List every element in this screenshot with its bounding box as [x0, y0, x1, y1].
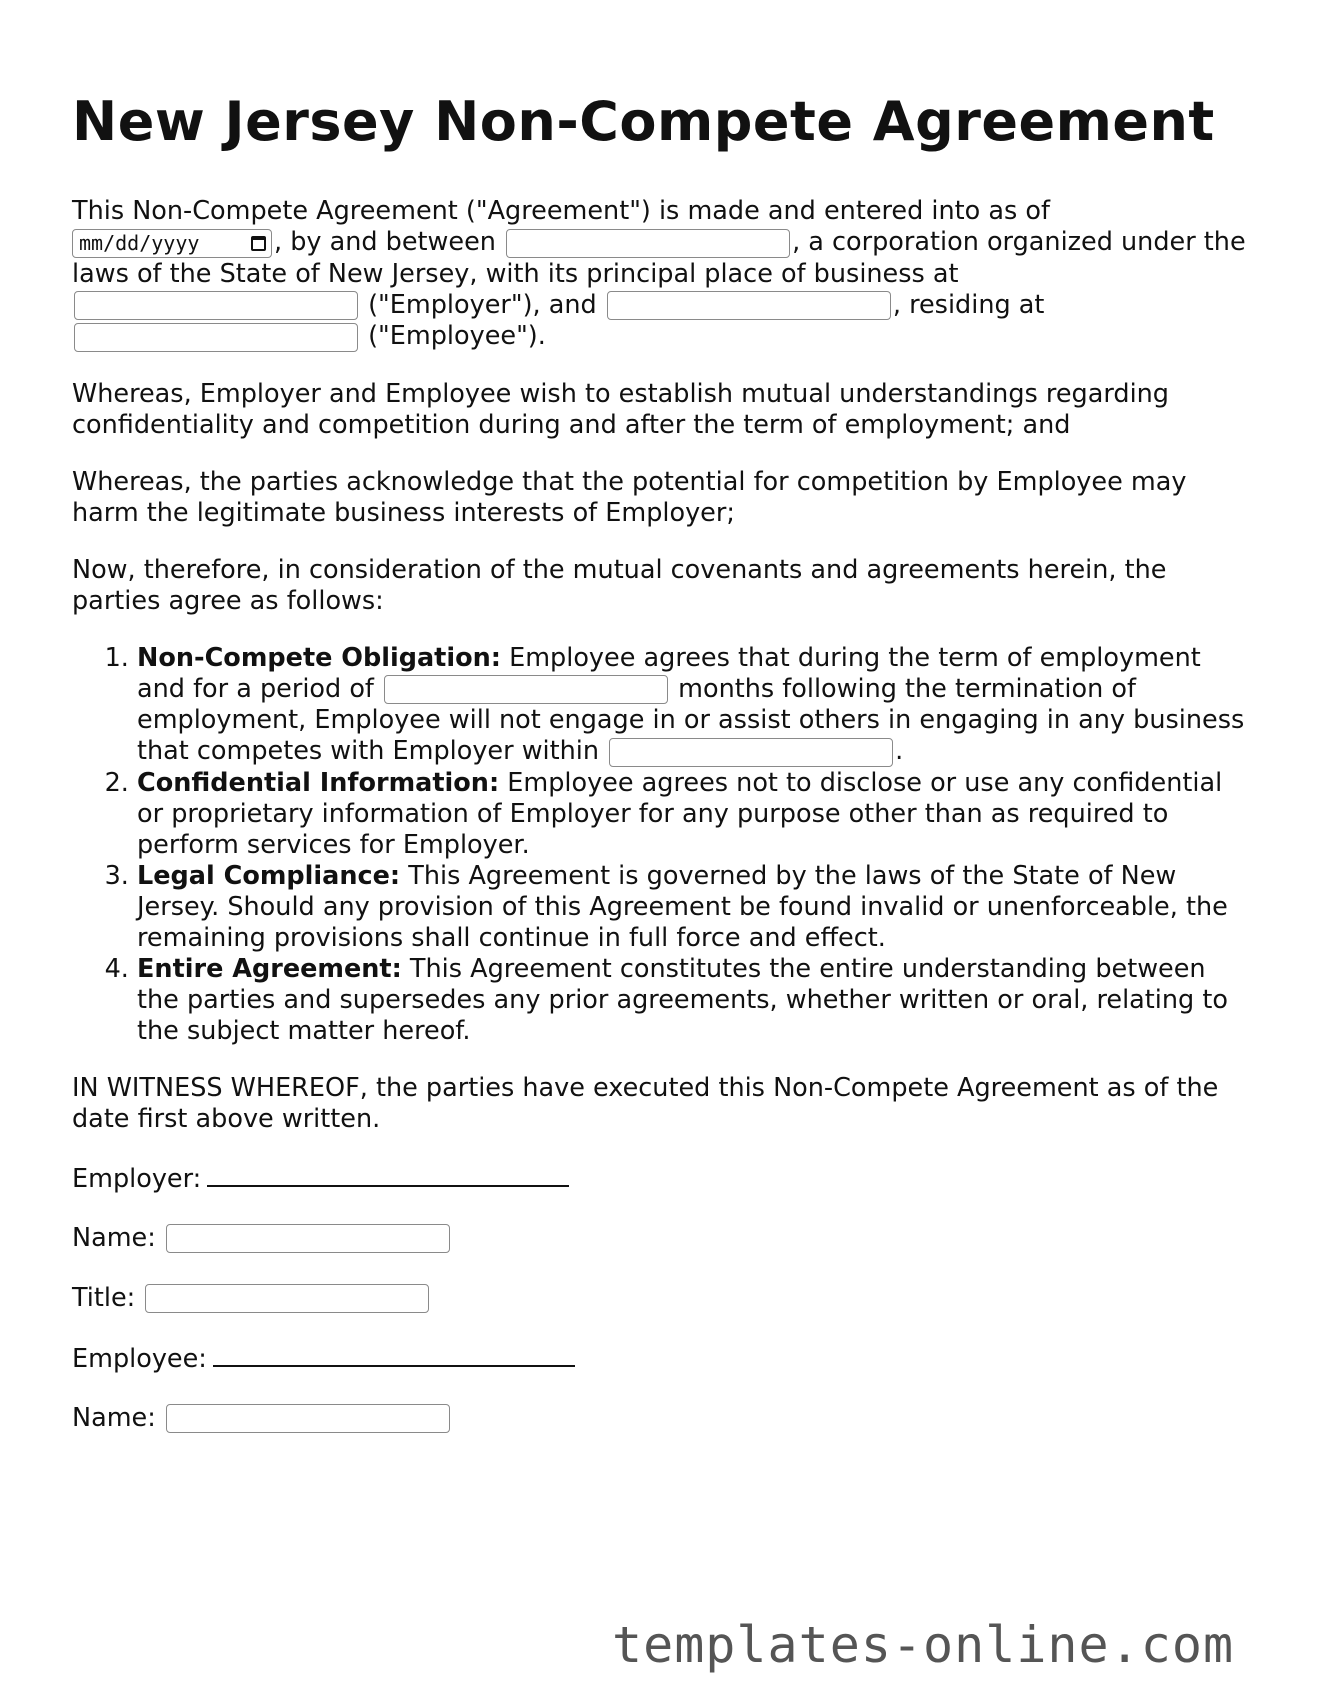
employer-signature-underline: [207, 1161, 569, 1187]
clause-text: Employee agrees that during the term of employment and for a period of: [137, 642, 1201, 704]
clause-item: [137, 861, 1252, 954]
clause-text: Employee agrees not to disclose or use any confidential or proprietary information of Employer for any purpose other than as required to perform services for Employer.: [137, 767, 1223, 860]
intro-text-5: , residing at: [892, 289, 1045, 320]
clause-item: [137, 954, 1252, 1047]
intro-text-3: , a corporation organized under the laws of the State of New Jersey, with its principal place of business at: [72, 227, 1246, 289]
clause-heading: Non-Compete Obligation:: [137, 642, 501, 673]
employer-label: Employer:: [72, 1163, 202, 1194]
intro-paragraph: [72, 196, 1252, 353]
employer-title-label: Title:: [72, 1282, 136, 1313]
employee-label: Employee:: [72, 1343, 207, 1374]
employee-name-row: [72, 1401, 1252, 1435]
employee-signer-name-field[interactable]: [166, 1404, 450, 1433]
employer-name-field[interactable]: [506, 229, 790, 258]
site-watermark: templates-online.com: [612, 1616, 1235, 1674]
clauses-list: [72, 643, 1252, 1047]
intro-text-2: , by and between: [274, 227, 496, 257]
employer-address-field[interactable]: [74, 291, 358, 320]
clause-heading: Confidential Information:: [137, 767, 500, 798]
clause-item: [137, 643, 1252, 768]
employer-signer-name-field[interactable]: [166, 1224, 450, 1253]
employer-signature-line: [72, 1161, 1252, 1195]
clause-item: [137, 768, 1252, 861]
whereas-paragraph-2: Whereas, the parties acknowledge that the potential for competition by Employee may harm the legitimate business interests of Employer;: [72, 466, 1187, 528]
months-period-field[interactable]: [384, 675, 668, 704]
employee-signature-line: [72, 1341, 1252, 1375]
clause-text: months following the termination of employment, Employee will not engage in or assist others in engaging in any business that competes with Employer within: [137, 673, 1245, 766]
witness-paragraph: IN WITNESS WHEREOF, the parties have executed this Non-Compete Agreement as of the date first above written.: [72, 1072, 1219, 1134]
clause-text: .: [895, 736, 904, 766]
calendar-icon[interactable]: [251, 236, 266, 251]
agreement-date-input[interactable]: [72, 229, 272, 258]
employer-signer-title-field[interactable]: [145, 1284, 429, 1313]
employee-address-field[interactable]: [74, 323, 358, 352]
intro-text-4: ("Employer"), and: [368, 289, 597, 320]
whereas-paragraph-1: Whereas, Employer and Employee wish to establish mutual understandings regarding confidentiality and competition during and after the term of employment; and: [72, 378, 1169, 440]
clause-heading: Legal Compliance:: [137, 860, 401, 891]
geographic-area-field[interactable]: [609, 738, 893, 767]
date-placeholder: mm/dd/yyyy: [79, 230, 200, 255]
employee-signature-underline: [213, 1341, 575, 1367]
page-title: New Jersey Non-Compete Agreement: [72, 90, 1215, 153]
employer-title-row: [72, 1281, 1252, 1315]
intro-text-1: This Non-Compete Agreement ("Agreement") is made and entered into as of: [72, 196, 1050, 226]
employee-name-field[interactable]: [607, 291, 891, 320]
employer-name-row: [72, 1221, 1252, 1255]
employee-name-label: Name:: [72, 1402, 156, 1433]
clause-text: This Agreement is governed by the laws of the State of New Jersey. Should any provision of this Agreement be found invalid or unenforceable, the remaining provisions shall continue in full force and effect.: [137, 860, 1228, 953]
employer-name-label: Name:: [72, 1222, 156, 1253]
intro-text-6: ("Employee").: [368, 321, 546, 351]
clause-heading: Entire Agreement:: [137, 953, 402, 984]
now-therefore-paragraph: Now, therefore, in consideration of the mutual covenants and agreements herein, the parties agree as follows:: [72, 554, 1167, 616]
document-page: [72, 80, 1252, 1461]
clause-text: This Agreement constitutes the entire understanding between the parties and supersedes any prior agreements, whether written or oral, relating to the subject matter hereof.: [137, 953, 1228, 1046]
